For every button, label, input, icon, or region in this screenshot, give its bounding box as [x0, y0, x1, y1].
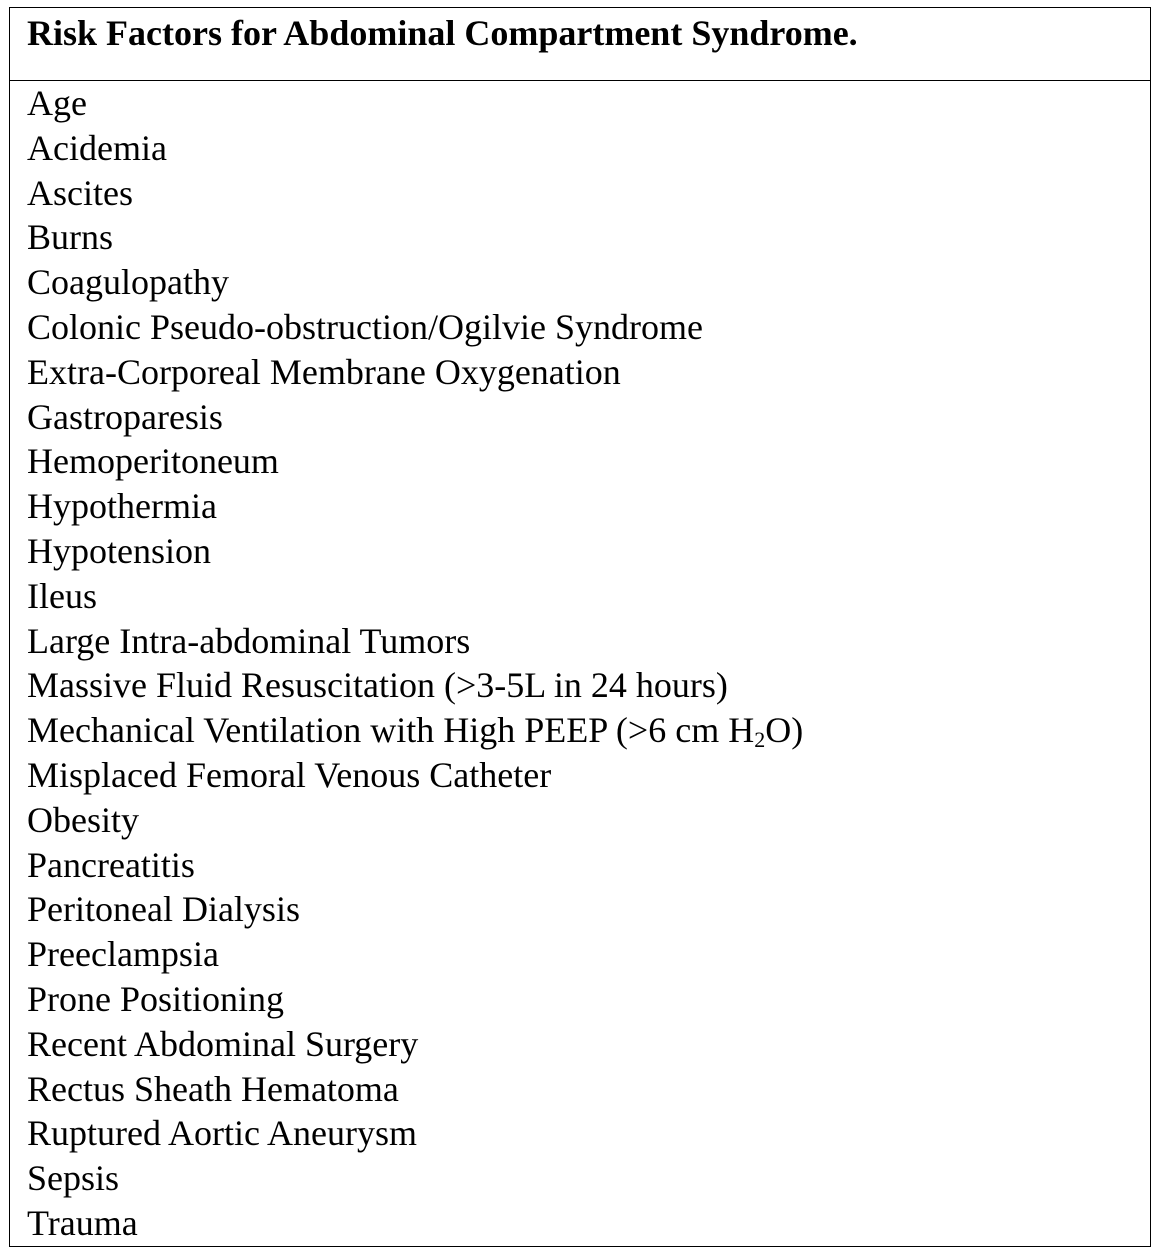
risk-factor-text: Coagulopathy	[27, 262, 229, 303]
risk-factor-text: Ileus	[27, 575, 97, 616]
risk-factor-item	[27, 753, 1150, 798]
risk-factors-table	[9, 7, 1151, 1247]
risk-factor-item	[27, 484, 1150, 529]
risk-factor-item	[27, 305, 1150, 350]
risk-factor-item	[27, 1111, 1150, 1156]
risk-factor-item	[27, 663, 1150, 708]
risk-factor-text: Hypothermia	[27, 486, 217, 527]
table-header	[10, 8, 1150, 81]
risk-factor-text: Misplaced Femoral Venous Catheter	[27, 754, 552, 795]
risk-factor-text: Gastroparesis	[27, 396, 223, 437]
risk-factor-text: Mechanical Ventilation with High PEEP (>6 cm H	[27, 710, 755, 751]
risk-factor-text: Large Intra-abdominal Tumors	[27, 620, 471, 661]
risk-factor-text: Obesity	[27, 799, 139, 840]
risk-factor-subscript: 2	[754, 727, 766, 753]
table-title: Risk Factors for Abdominal Compartment Syndrome.	[27, 13, 858, 53]
risk-factor-text: Prone Positioning	[27, 978, 285, 1019]
risk-factor-text: Hemoperitoneum	[27, 441, 279, 482]
risk-factor-text: Massive Fluid Resuscitation (>3-5L in 24 hours)	[27, 665, 728, 706]
risk-factor-item	[27, 708, 1150, 753]
risk-factor-item	[27, 1156, 1150, 1201]
risk-factor-item	[27, 619, 1150, 664]
risk-factor-text: Ascites	[27, 172, 133, 213]
risk-factor-item	[27, 932, 1150, 977]
risk-factor-item	[27, 215, 1150, 260]
risk-factor-suffix: O)	[765, 710, 804, 751]
risk-factor-text: Colonic Pseudo-obstruction/Ogilvie Syndrome	[27, 306, 703, 347]
risk-factor-text: Ruptured Aortic Aneurysm	[27, 1113, 417, 1154]
risk-factor-item	[27, 529, 1150, 574]
risk-factor-text: Preeclampsia	[27, 934, 219, 975]
risk-factor-item	[27, 887, 1150, 932]
risk-factor-item	[27, 977, 1150, 1022]
risk-factor-item	[27, 1022, 1150, 1067]
risk-factor-item	[27, 1067, 1150, 1112]
risk-factor-item	[27, 798, 1150, 843]
risk-factor-item	[27, 843, 1150, 888]
risk-factor-text: Rectus Sheath Hematoma	[27, 1068, 399, 1109]
risk-factor-item	[27, 126, 1150, 171]
risk-factor-item	[27, 350, 1150, 395]
risk-factor-item	[27, 439, 1150, 484]
risk-factor-text: Sepsis	[27, 1158, 120, 1199]
risk-factor-list	[10, 81, 1150, 1246]
risk-factor-item	[27, 81, 1150, 126]
risk-factor-item	[27, 395, 1150, 440]
risk-factor-text: Burns	[27, 217, 114, 258]
risk-factor-text: Hypotension	[27, 530, 211, 571]
risk-factor-text: Age	[27, 83, 87, 123]
risk-factor-text: Recent Abdominal Surgery	[27, 1023, 419, 1064]
risk-factor-item	[27, 574, 1150, 619]
risk-factor-text: Extra-Corporeal Membrane Oxygenation	[27, 351, 621, 392]
risk-factor-item	[27, 1201, 1150, 1246]
risk-factor-item	[27, 171, 1150, 216]
risk-factor-text: Acidemia	[27, 127, 167, 168]
risk-factor-text: Trauma	[27, 1202, 138, 1243]
risk-factor-text: Peritoneal Dialysis	[27, 889, 300, 930]
risk-factor-text: Pancreatitis	[27, 844, 195, 885]
risk-factor-item	[27, 260, 1150, 305]
